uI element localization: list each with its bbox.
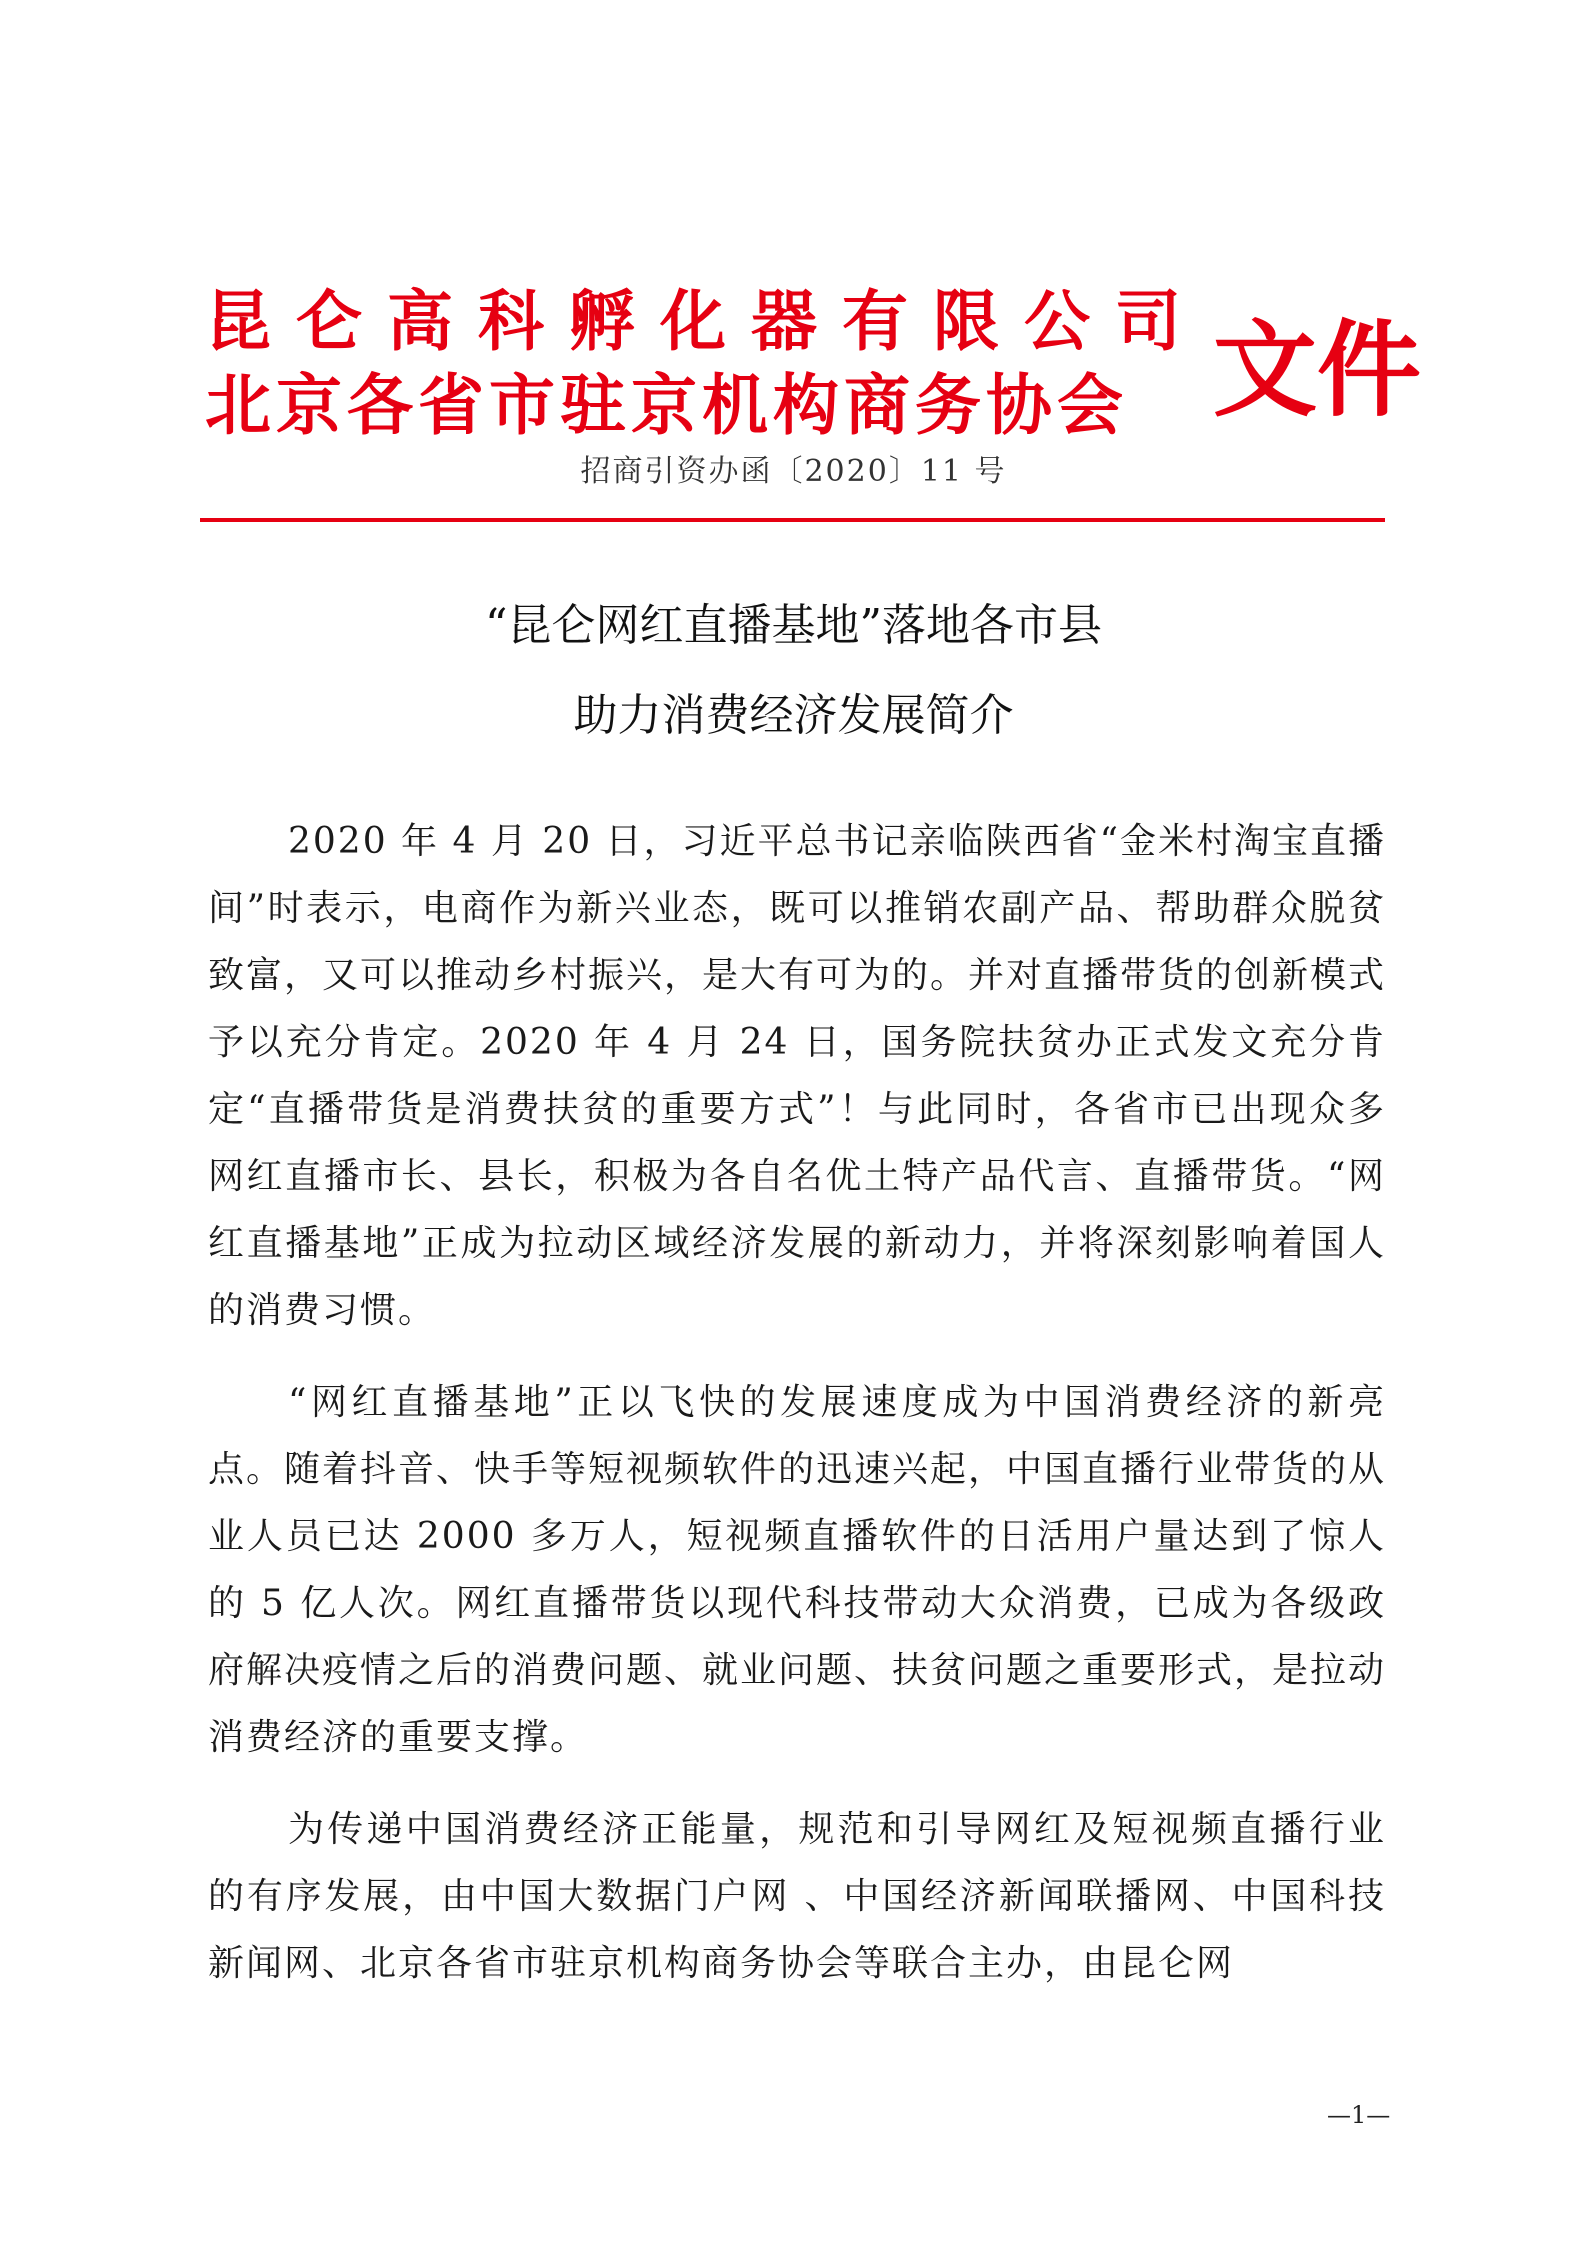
document-title-line-2: 助力消费经济发展简介: [573, 690, 1014, 741]
red-separator-line: [200, 518, 1385, 522]
body-paragraph-1: 2020 年 4 月 20 日，习近平总书记亲临陕西省“金米村淘宝直播间”时表示，电商作为新兴业态，既可以推销农副产品、帮助群众脱贫致富，又可以推动乡村振兴，是大有可为的。并对直播带货的创新模式予以充分肯定。2020 年 4 月 24 日，国务院扶贫办正式发文充分肯定“直播带货是消费扶贫的重要方式”！与此同时，各省市已出现众多网红直播市长、县长，积极为各自名优土特产品代言、直播带货。“网红直播基地”正成为拉动区域经济发展的新动力，并将深刻影响着国人的消费习惯。: [208, 821, 1387, 1331]
issuer-name-1: 昆仑高科孵化器有限公司: [205, 283, 1206, 360]
body-paragraph-3: 为传递中国消费经济正能量，规范和引导网红及短视频直播行业的有序发展，由中国大数据门户网 、中国经济新闻联播网、中国科技新闻网、北京各省市驻京机构商务协会等联合主办，由昆仑网: [208, 1809, 1386, 1984]
issuer-name-2: 北京各省市驻京机构商务协会: [205, 367, 1128, 444]
document-body: [208, 808, 1386, 1997]
document-title-line-1: “昆仑网红直播基地”落地各市县: [485, 600, 1102, 651]
page-number: —1—: [1327, 2101, 1391, 2129]
document-header: [205, 270, 1422, 450]
body-paragraph-2: “网红直播基地”正以飞快的发展速度成为中国消费经济的新亮点。随着抖音、快手等短视频软件的迅速兴起，中国直播行业带货的从业人员已达 2000 多万人，短视频直播软件的日活用户量达到了惊人的 5 亿人次。网红直播带货以现代科技带动大众消费，已成为各级政府解决疫情之后的消费问题、就业问题、扶贫问题之重要形式，是拉动消费经济的重要支撑。: [208, 1382, 1387, 1758]
document-type-label: 文件: [1213, 309, 1422, 431]
document-number: 招商引资办函〔2020〕11 号: [580, 454, 1007, 489]
